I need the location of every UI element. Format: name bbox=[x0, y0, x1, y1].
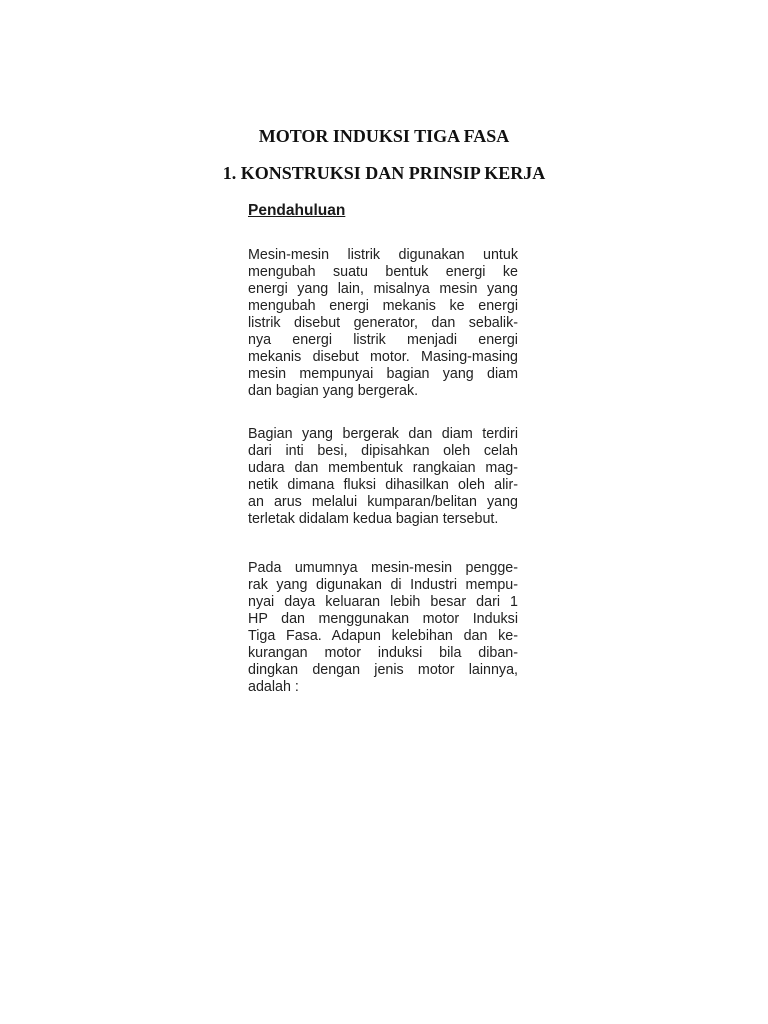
paragraph-line: listrik disebut generator, dan sebalik- bbox=[248, 315, 518, 331]
paragraph-line: HP dan menggunakan motor Induksi bbox=[248, 611, 518, 627]
paragraph-line: Bagian yang bergerak dan diam terdiri bbox=[248, 426, 518, 442]
paragraph-line: netik dimana fluksi dihasilkan oleh alir- bbox=[248, 477, 518, 493]
paragraph-line: dan bagian yang bergerak. bbox=[248, 383, 419, 399]
document-title: MOTOR INDUKSI TIGA FASA bbox=[258, 126, 510, 146]
paragraph-line: energi yang lain, misalnya mesin yang bbox=[248, 281, 518, 297]
paragraph-line: mengubah energi mekanis ke energi bbox=[248, 298, 518, 314]
paragraph-line: mesin mempunyai bagian yang diam bbox=[248, 366, 518, 382]
paragraph-line: rak yang digunakan di Industri mempu- bbox=[248, 577, 518, 593]
section-heading-pendahuluan: Pendahuluan bbox=[248, 202, 346, 219]
paragraph-line: dari inti besi, dipisahkan oleh celah bbox=[248, 443, 518, 459]
paragraph-line: an arus melalui kumparan/belitan yang bbox=[248, 494, 518, 510]
paragraph-line: Pada umumnya mesin-mesin pengge- bbox=[248, 560, 518, 576]
paragraph-line: Tiga Fasa. Adapun kelebihan dan ke- bbox=[248, 628, 518, 644]
paragraph-line: mekanis disebut motor. Masing-masing bbox=[248, 349, 518, 365]
paragraph-line: dingkan dengan jenis motor lainnya, bbox=[248, 662, 518, 678]
paragraph-line: adalah : bbox=[248, 679, 299, 695]
paragraph-line: nyai daya keluaran lebih besar dari 1 bbox=[248, 594, 518, 610]
paragraph-line: nya energi listrik menjadi energi bbox=[248, 332, 518, 348]
paragraph-line: mengubah suatu bentuk energi ke bbox=[248, 264, 518, 280]
paragraph-line: Mesin-mesin listrik digunakan untuk bbox=[248, 247, 518, 263]
paragraph-line: terletak didalam kedua bagian tersebut. bbox=[248, 511, 499, 527]
section-title: 1. KONSTRUKSI DAN PRINSIP KERJA bbox=[222, 163, 546, 183]
paragraph-line: udara dan membentuk rangkaian mag- bbox=[248, 460, 518, 476]
paragraph-line: kurangan motor induksi bila diban- bbox=[248, 645, 518, 661]
